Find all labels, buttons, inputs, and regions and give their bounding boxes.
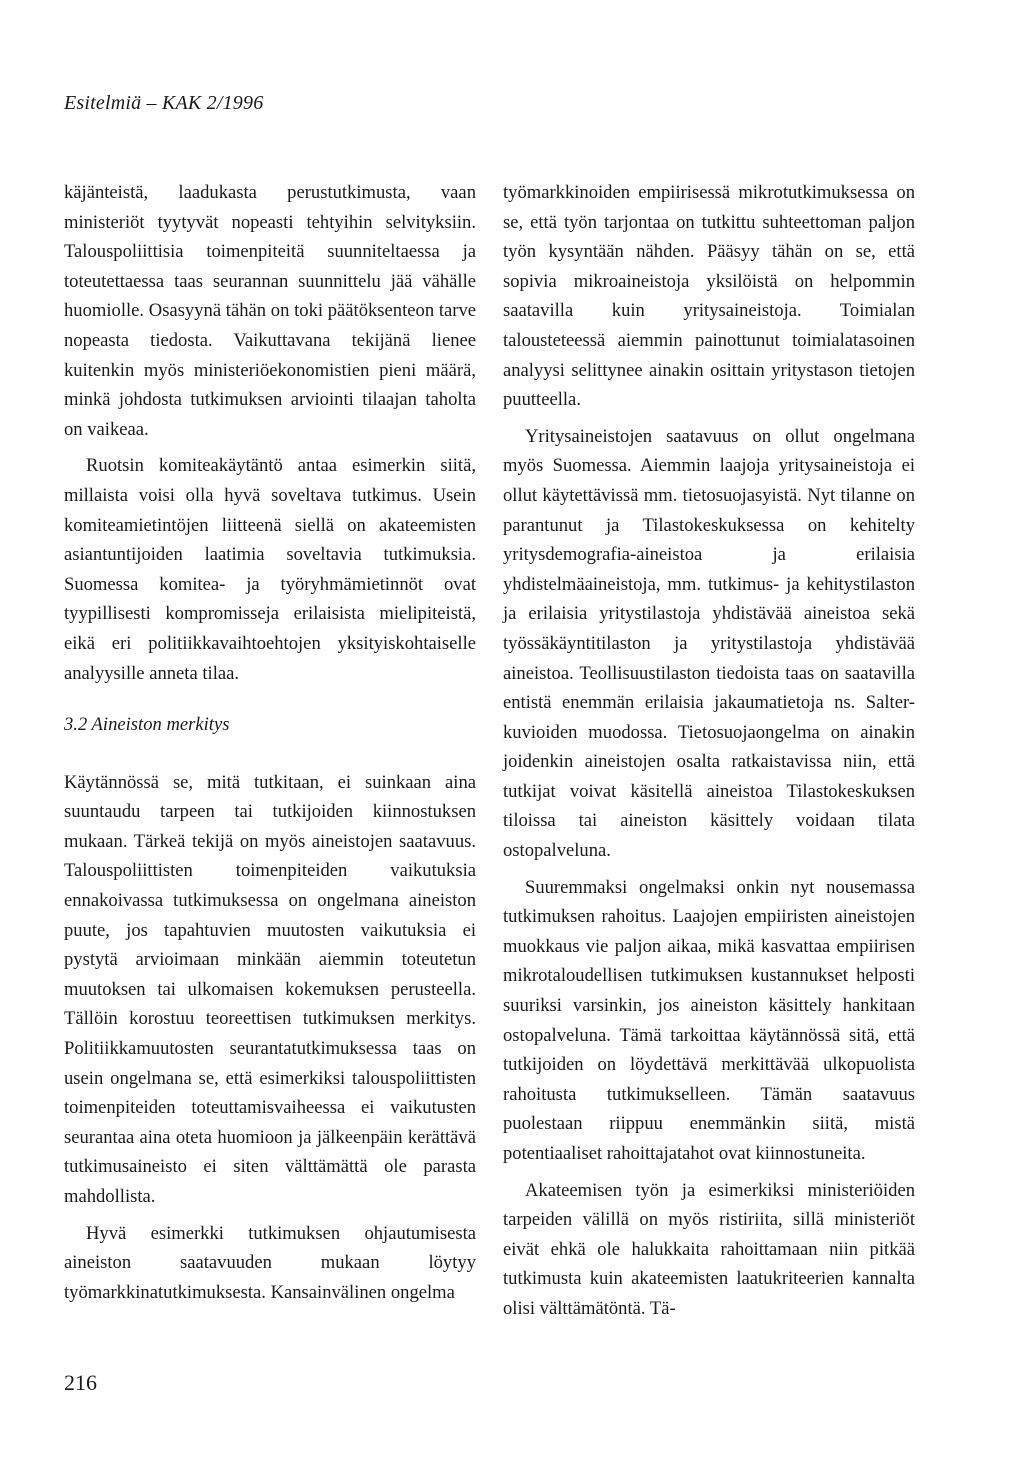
running-header: Esitelmiä – KAK 2/1996 <box>64 92 264 114</box>
paragraph: Akateemisen työn ja esimerkiksi ministeriöiden tarpeiden välillä on myös ristiriita, sillä ministeriöt eivät ehkä ole halukkaita rahoittamaan niin pitkää tutkimusta kuin akateemisten laatukriteerien kannalta olisi välttämätöntä. Tä- <box>503 1179 915 1319</box>
paragraph: työmarkkinoiden empiirisessä mikrotutkimuksessa on se, että työn tarjontaa on tutkittu suhteettoman paljon työn kysyntään nähden. Pääsyy tähän on se, että sopivia mikroaineistoja yksilöistä on helpommin saatavilla kuin yritysaineistoja. Toimialan talousteteessä aiemmin painottunut toimialatasoinen analyysi selittynee ainakin osittain yritystason tietojen puutteella. <box>503 182 915 411</box>
right-column <box>503 178 915 1331</box>
paragraph: Ruotsin komiteakäytäntö antaa esimerkin siitä, millaista voisi olla hyvä soveltava tutkimus. Usein komiteamietintöjen liitteenä siellä on akateemisten asiantuntijoiden laatimia soveltavia tutkimuksia. Suomessa komitea- ja työryhmämietinnöt ovat tyypillisesti kompromisseja erilaisista mielipiteistä, eikä eri politiikkavaihtoehtojen yksityiskohtaiselle analyysille anneta tilaa. <box>64 455 476 684</box>
left-column <box>64 178 476 1314</box>
page-number: 216 <box>64 1370 97 1395</box>
paragraph: käjänteistä, laadukasta perustutkimusta, vaan ministeriöt tyytyvät nopeasti tehtyihin selvityksiin. Talouspoliittisia toimenpiteitä suunniteltaessa ja toteutettaessa taas seurannan suunnittelu jää vähälle huomiolle. Osasyynä tähän on toki päätöksenteon tarve nopeasta tiedosta. Vaikuttavana tekijänä lienee kuitenkin myös ministeriöekonomistien pieni määrä, minkä johdosta tutkimuksen arviointi tilaajan taholta on vaikeaa. <box>64 182 476 440</box>
paragraph: Yritysaineistojen saatavuus on ollut ongelmana myös Suomessa. Aiemmin laajoja yritysaineistoja ei ollut käytettävissä mm. tietosuojasyistä. Nyt tilanne on parantunut ja Tilastokeskuksessa on kehitelty yritysdemografia-aineistoa ja erilaisia yhdistelmäaineistoja, mm. tutkimus- ja kehitystilaston ja erilaisia yritystilastoja yhdistävää aineistoa sekä työssäkäyntitilaston ja yritystilastoja yhdistävää aineistoa. Teollisuustilaston tiedoista taas on saatavilla entistä enemmän erilaisia jakaumatietoja ns. Salter-kuvioiden muodossa. Tietosuojaongelma on ainakin joidenkin aineistojen osalta ratkaistavissa niin, että tutkijat voivat käsitellä aineistoa Tilastokeskuksen tiloissa tai aineiston käsittely voidaan tilata ostopalveluna. <box>503 425 915 862</box>
section-heading: 3.2 Aineiston merkitys <box>64 714 230 736</box>
paragraph: Hyvä esimerkki tutkimuksen ohjautumisesta aineiston saatavuuden mukaan löytyy työmarkkinatutkimuksesta. Kansainvälinen ongelma <box>64 1222 476 1303</box>
paragraph: Suuremmaksi ongelmaksi onkin nyt nousemassa tutkimuksen rahoitus. Laajojen empiiristen aineistojen muokkaus vie paljon aikaa, mikä kasvattaa empiirisen mikrotaloudellisen tutkimuksen kustannukset helposti suuriksi varsinkin, jos aineiston käsittely hankitaan ostopalveluna. Tämä tarkoittaa käytännössä sitä, että tutkijoiden on löydettävä merkittävää ulkopuolista rahoitusta tutkimukselleen. Tämän saatavuus puolestaan riippuu enemmänkin siitä, mistä potentiaaliset rahoittajatahot ovat kiinnostuneita. <box>503 876 915 1164</box>
paragraph: Käytännössä se, mitä tutkitaan, ei suinkaan aina suuntaudu tarpeen tai tutkijoiden kiinnostuksen mukaan. Tärkeä tekijä on myös aineistojen saatavuus. Talouspoliittisten toimenpiteiden vaikutuksia ennakoivassa tutkimuksessa on ongelmana aineiston puute, jos tapahtuvien muutosten vaikutuksia ei pystytä arvioimaan minkään aiemmin toteutetun muutoksen tai ulkomaisen kokemuksen perusteella. Tällöin korostuu teoreettisen tutkimuksen merkitys. Politiikkamuutosten seurantatutkimuksessa taas on usein ongelmana se, että esimerkiksi talouspoliittisten toimenpiteiden toteuttamisvaiheessa ei vaikutusten seurantaa aina oteta huomioon ja jälkeenpäin kerättävä tutkimusaineisto ei siten välttämättä ole parasta mahdollista. <box>64 771 476 1207</box>
